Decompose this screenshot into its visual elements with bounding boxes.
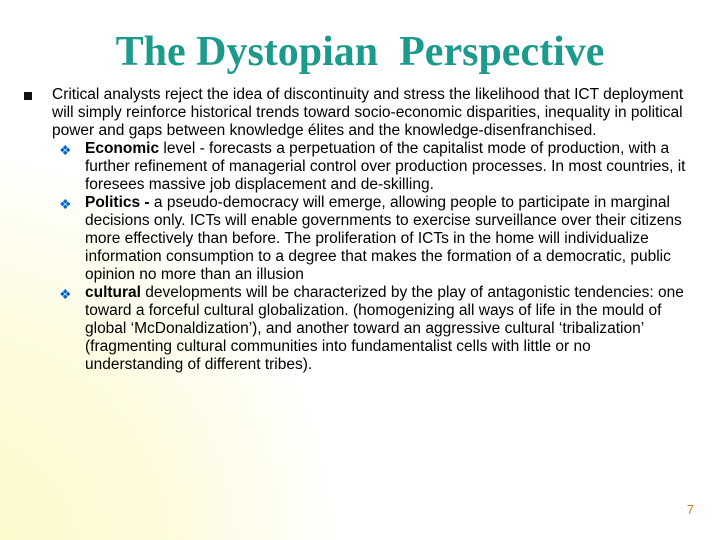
sub-bullet-cultural: [52, 284, 692, 374]
main-bullet-text: Critical analysts reject the idea of discontinuity and stress the likelihood that ICT deployment will simply reinforce historical trends toward socio-economic disparities, inequality in political power and gaps between knowledge élites and the knowledge-disenfranchised.: [52, 86, 684, 139]
sub-bullet-keyword: cultural: [85, 284, 141, 301]
slide-body: [52, 86, 692, 374]
sub-bullet-keyword: Economic: [85, 140, 160, 157]
diamond-bullet-icon: ❖: [59, 196, 72, 212]
page-number: 7: [686, 502, 694, 517]
sub-bullet-text: level - forecasts a perpetuation of the capitalist mode of production, with a further refinement of managerial control over production processes. In most countries, it foresees massive job displacement and de-skilling.: [85, 140, 686, 193]
sub-bullet-text: developments will be characterized by the play of antagonistic tendencies: one toward a forceful cultural globalization. (homogenizing all ways of life in the mould of global ‘McDonaldization’), and another toward an aggressive cultural ‘tribalization’ (fragmenting cultural communities into fundamentalist cells with little or no understanding of different tribes).: [85, 284, 684, 373]
sub-bullet-list: [52, 140, 692, 374]
diamond-bullet-icon: ❖: [59, 286, 72, 302]
diamond-bullet-icon: ❖: [59, 142, 72, 158]
sub-bullet-economic: [52, 140, 692, 194]
sub-bullet-text: a pseudo-democracy will emerge, allowing people to participate in marginal decisions only. ICTs will enable governments to exercise surveillance over their citizens more effectively than before. The proliferation of ICTs in the home will individualize information consumption to a degree that makes the formation of a democratic, public opinion no more than an illusion: [85, 194, 682, 283]
square-bullet-icon: [24, 92, 32, 100]
sub-bullet-keyword: Politics -: [85, 194, 154, 211]
slide-title: The Dystopian Perspective: [115, 29, 605, 75]
sub-bullet-politics: [52, 194, 692, 284]
